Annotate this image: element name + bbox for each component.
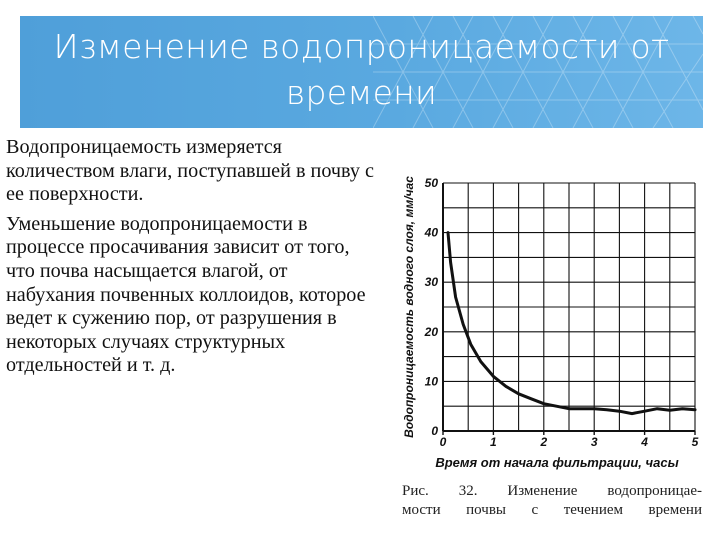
paragraph-2: Уменьшение водопроницаемости в процессе просачивания зависит от того, что почва насыщается влагой, от набухания почвенных коллоидов, которое ведет к сужению пор, от разрушения в некоторых случаях структурных отдельностей и т. д. <box>6 212 366 377</box>
title-banner <box>20 16 703 128</box>
x-tick-label: 1 <box>490 435 497 449</box>
chart-series-layer <box>448 233 695 414</box>
x-axis-label: Время от начала фильтрации, часы <box>435 455 679 470</box>
y-tick-label: 10 <box>424 374 438 389</box>
x-tick-label: 2 <box>540 435 548 449</box>
y-tick-label: 20 <box>424 324 438 339</box>
y-axis-label: Водопроницаемость водного слоя, мм/час <box>402 176 416 438</box>
x-tick-label: 5 <box>691 435 699 449</box>
chart-grid <box>443 183 695 431</box>
permeability-chart <box>395 175 705 475</box>
y-tick-label: 0 <box>431 424 438 438</box>
figure-caption <box>402 482 702 520</box>
x-tick-label: 3 <box>590 435 598 449</box>
x-tick-label: 4 <box>641 435 648 449</box>
y-tick-label: 30 <box>424 275 438 290</box>
slide-title: Изменение водопроницаемости от времени <box>53 27 670 112</box>
caption-line-2: мости почвы с течением времени <box>402 502 702 518</box>
x-tick-labels <box>440 431 699 449</box>
paragraph-1: Водопроницаемость измеряется количеством влаги, поступавшей в почву с ее поверхности. <box>6 136 374 206</box>
y-tick-label: 40 <box>424 225 438 240</box>
series-line <box>448 233 695 414</box>
y-tick-label: 50 <box>424 176 438 190</box>
caption-line-1: Рис. 32. Изменение водопроницае- <box>402 483 702 499</box>
x-tick-label: 0 <box>439 435 447 449</box>
body-text <box>6 136 378 384</box>
y-tick-labels <box>424 176 439 438</box>
